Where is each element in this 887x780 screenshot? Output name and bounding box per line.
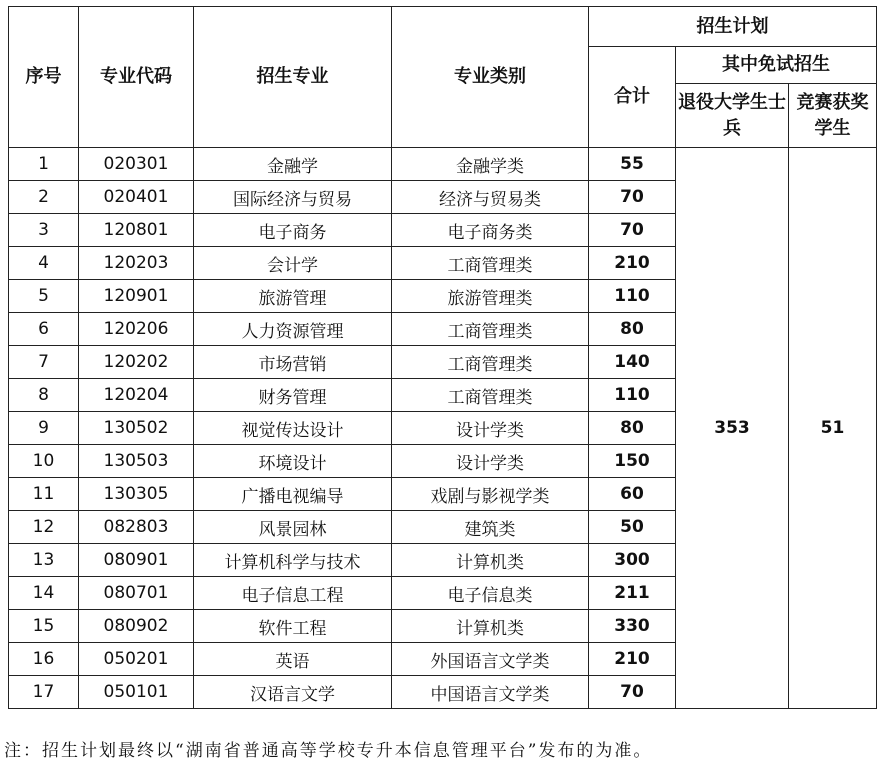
cell-seq: 11 xyxy=(9,478,79,511)
enrollment-plan-table xyxy=(8,6,877,709)
header-exempt: 其中免试招生 xyxy=(676,47,877,84)
cell-category: 工商管理类 xyxy=(392,379,589,412)
cell-major: 人力资源管理 xyxy=(194,313,392,346)
table-row xyxy=(9,148,877,181)
cell-total: 150 xyxy=(589,445,676,478)
cell-seq: 3 xyxy=(9,214,79,247)
cell-major: 软件工程 xyxy=(194,610,392,643)
cell-seq: 14 xyxy=(9,577,79,610)
cell-seq: 6 xyxy=(9,313,79,346)
cell-code: 120801 xyxy=(79,214,194,247)
cell-code: 120901 xyxy=(79,280,194,313)
cell-seq: 17 xyxy=(9,676,79,709)
cell-total: 300 xyxy=(589,544,676,577)
header-major: 招生专业 xyxy=(194,7,392,148)
footnote: 注：招生计划最终以“湖南省普通高等学校专升本信息管理平台”发布的为准。 xyxy=(4,741,653,761)
cell-seq: 2 xyxy=(9,181,79,214)
cell-total: 210 xyxy=(589,247,676,280)
cell-major: 电子信息工程 xyxy=(194,577,392,610)
header-veterans: 退役大学生士兵 xyxy=(676,84,789,148)
cell-major: 环境设计 xyxy=(194,445,392,478)
cell-seq: 1 xyxy=(9,148,79,181)
cell-seq: 15 xyxy=(9,610,79,643)
cell-code: 050201 xyxy=(79,643,194,676)
cell-major: 英语 xyxy=(194,643,392,676)
cell-code: 130503 xyxy=(79,445,194,478)
cell-code: 120206 xyxy=(79,313,194,346)
cell-category: 经济与贸易类 xyxy=(392,181,589,214)
cell-code: 120202 xyxy=(79,346,194,379)
cell-competition-total: 51 xyxy=(789,148,877,709)
cell-seq: 13 xyxy=(9,544,79,577)
header-plan: 招生计划 xyxy=(589,7,877,47)
cell-total: 50 xyxy=(589,511,676,544)
cell-total: 60 xyxy=(589,478,676,511)
cell-category: 计算机类 xyxy=(392,610,589,643)
cell-seq: 12 xyxy=(9,511,79,544)
cell-code: 130502 xyxy=(79,412,194,445)
cell-category: 工商管理类 xyxy=(392,346,589,379)
cell-category: 设计学类 xyxy=(392,445,589,478)
cell-category: 计算机类 xyxy=(392,544,589,577)
cell-major: 电子商务 xyxy=(194,214,392,247)
cell-seq: 16 xyxy=(9,643,79,676)
cell-seq: 4 xyxy=(9,247,79,280)
header-category: 专业类别 xyxy=(392,7,589,148)
cell-code: 082803 xyxy=(79,511,194,544)
cell-major: 风景园林 xyxy=(194,511,392,544)
cell-seq: 9 xyxy=(9,412,79,445)
cell-total: 110 xyxy=(589,379,676,412)
cell-category: 旅游管理类 xyxy=(392,280,589,313)
cell-major: 市场营销 xyxy=(194,346,392,379)
cell-total: 70 xyxy=(589,181,676,214)
cell-category: 中国语言文学类 xyxy=(392,676,589,709)
cell-code: 080701 xyxy=(79,577,194,610)
cell-total: 210 xyxy=(589,643,676,676)
cell-category: 戏剧与影视学类 xyxy=(392,478,589,511)
cell-category: 电子信息类 xyxy=(392,577,589,610)
cell-category: 工商管理类 xyxy=(392,313,589,346)
header-total: 合计 xyxy=(589,47,676,148)
header-code: 专业代码 xyxy=(79,7,194,148)
cell-category: 金融学类 xyxy=(392,148,589,181)
cell-code: 080902 xyxy=(79,610,194,643)
header-seq: 序号 xyxy=(9,7,79,148)
cell-code: 120203 xyxy=(79,247,194,280)
cell-major: 视觉传达设计 xyxy=(194,412,392,445)
cell-major: 汉语言文学 xyxy=(194,676,392,709)
cell-major: 计算机科学与技术 xyxy=(194,544,392,577)
cell-seq: 10 xyxy=(9,445,79,478)
cell-code: 080901 xyxy=(79,544,194,577)
cell-total: 330 xyxy=(589,610,676,643)
cell-total: 70 xyxy=(589,676,676,709)
cell-seq: 7 xyxy=(9,346,79,379)
cell-major: 会计学 xyxy=(194,247,392,280)
cell-total: 211 xyxy=(589,577,676,610)
header-competition: 竞赛获奖学生 xyxy=(789,84,877,148)
cell-category: 电子商务类 xyxy=(392,214,589,247)
cell-seq: 5 xyxy=(9,280,79,313)
cell-major: 金融学 xyxy=(194,148,392,181)
cell-code: 020301 xyxy=(79,148,194,181)
cell-code: 020401 xyxy=(79,181,194,214)
cell-category: 建筑类 xyxy=(392,511,589,544)
cell-code: 130305 xyxy=(79,478,194,511)
cell-major: 旅游管理 xyxy=(194,280,392,313)
cell-seq: 8 xyxy=(9,379,79,412)
cell-veterans-total: 353 xyxy=(676,148,789,709)
cell-code: 120204 xyxy=(79,379,194,412)
cell-total: 80 xyxy=(589,412,676,445)
cell-total: 70 xyxy=(589,214,676,247)
cell-category: 外国语言文学类 xyxy=(392,643,589,676)
cell-major: 广播电视编导 xyxy=(194,478,392,511)
cell-total: 110 xyxy=(589,280,676,313)
cell-code: 050101 xyxy=(79,676,194,709)
cell-major: 财务管理 xyxy=(194,379,392,412)
cell-total: 140 xyxy=(589,346,676,379)
cell-total: 55 xyxy=(589,148,676,181)
cell-total: 80 xyxy=(589,313,676,346)
cell-category: 设计学类 xyxy=(392,412,589,445)
cell-major: 国际经济与贸易 xyxy=(194,181,392,214)
table-body xyxy=(9,148,877,709)
cell-category: 工商管理类 xyxy=(392,247,589,280)
